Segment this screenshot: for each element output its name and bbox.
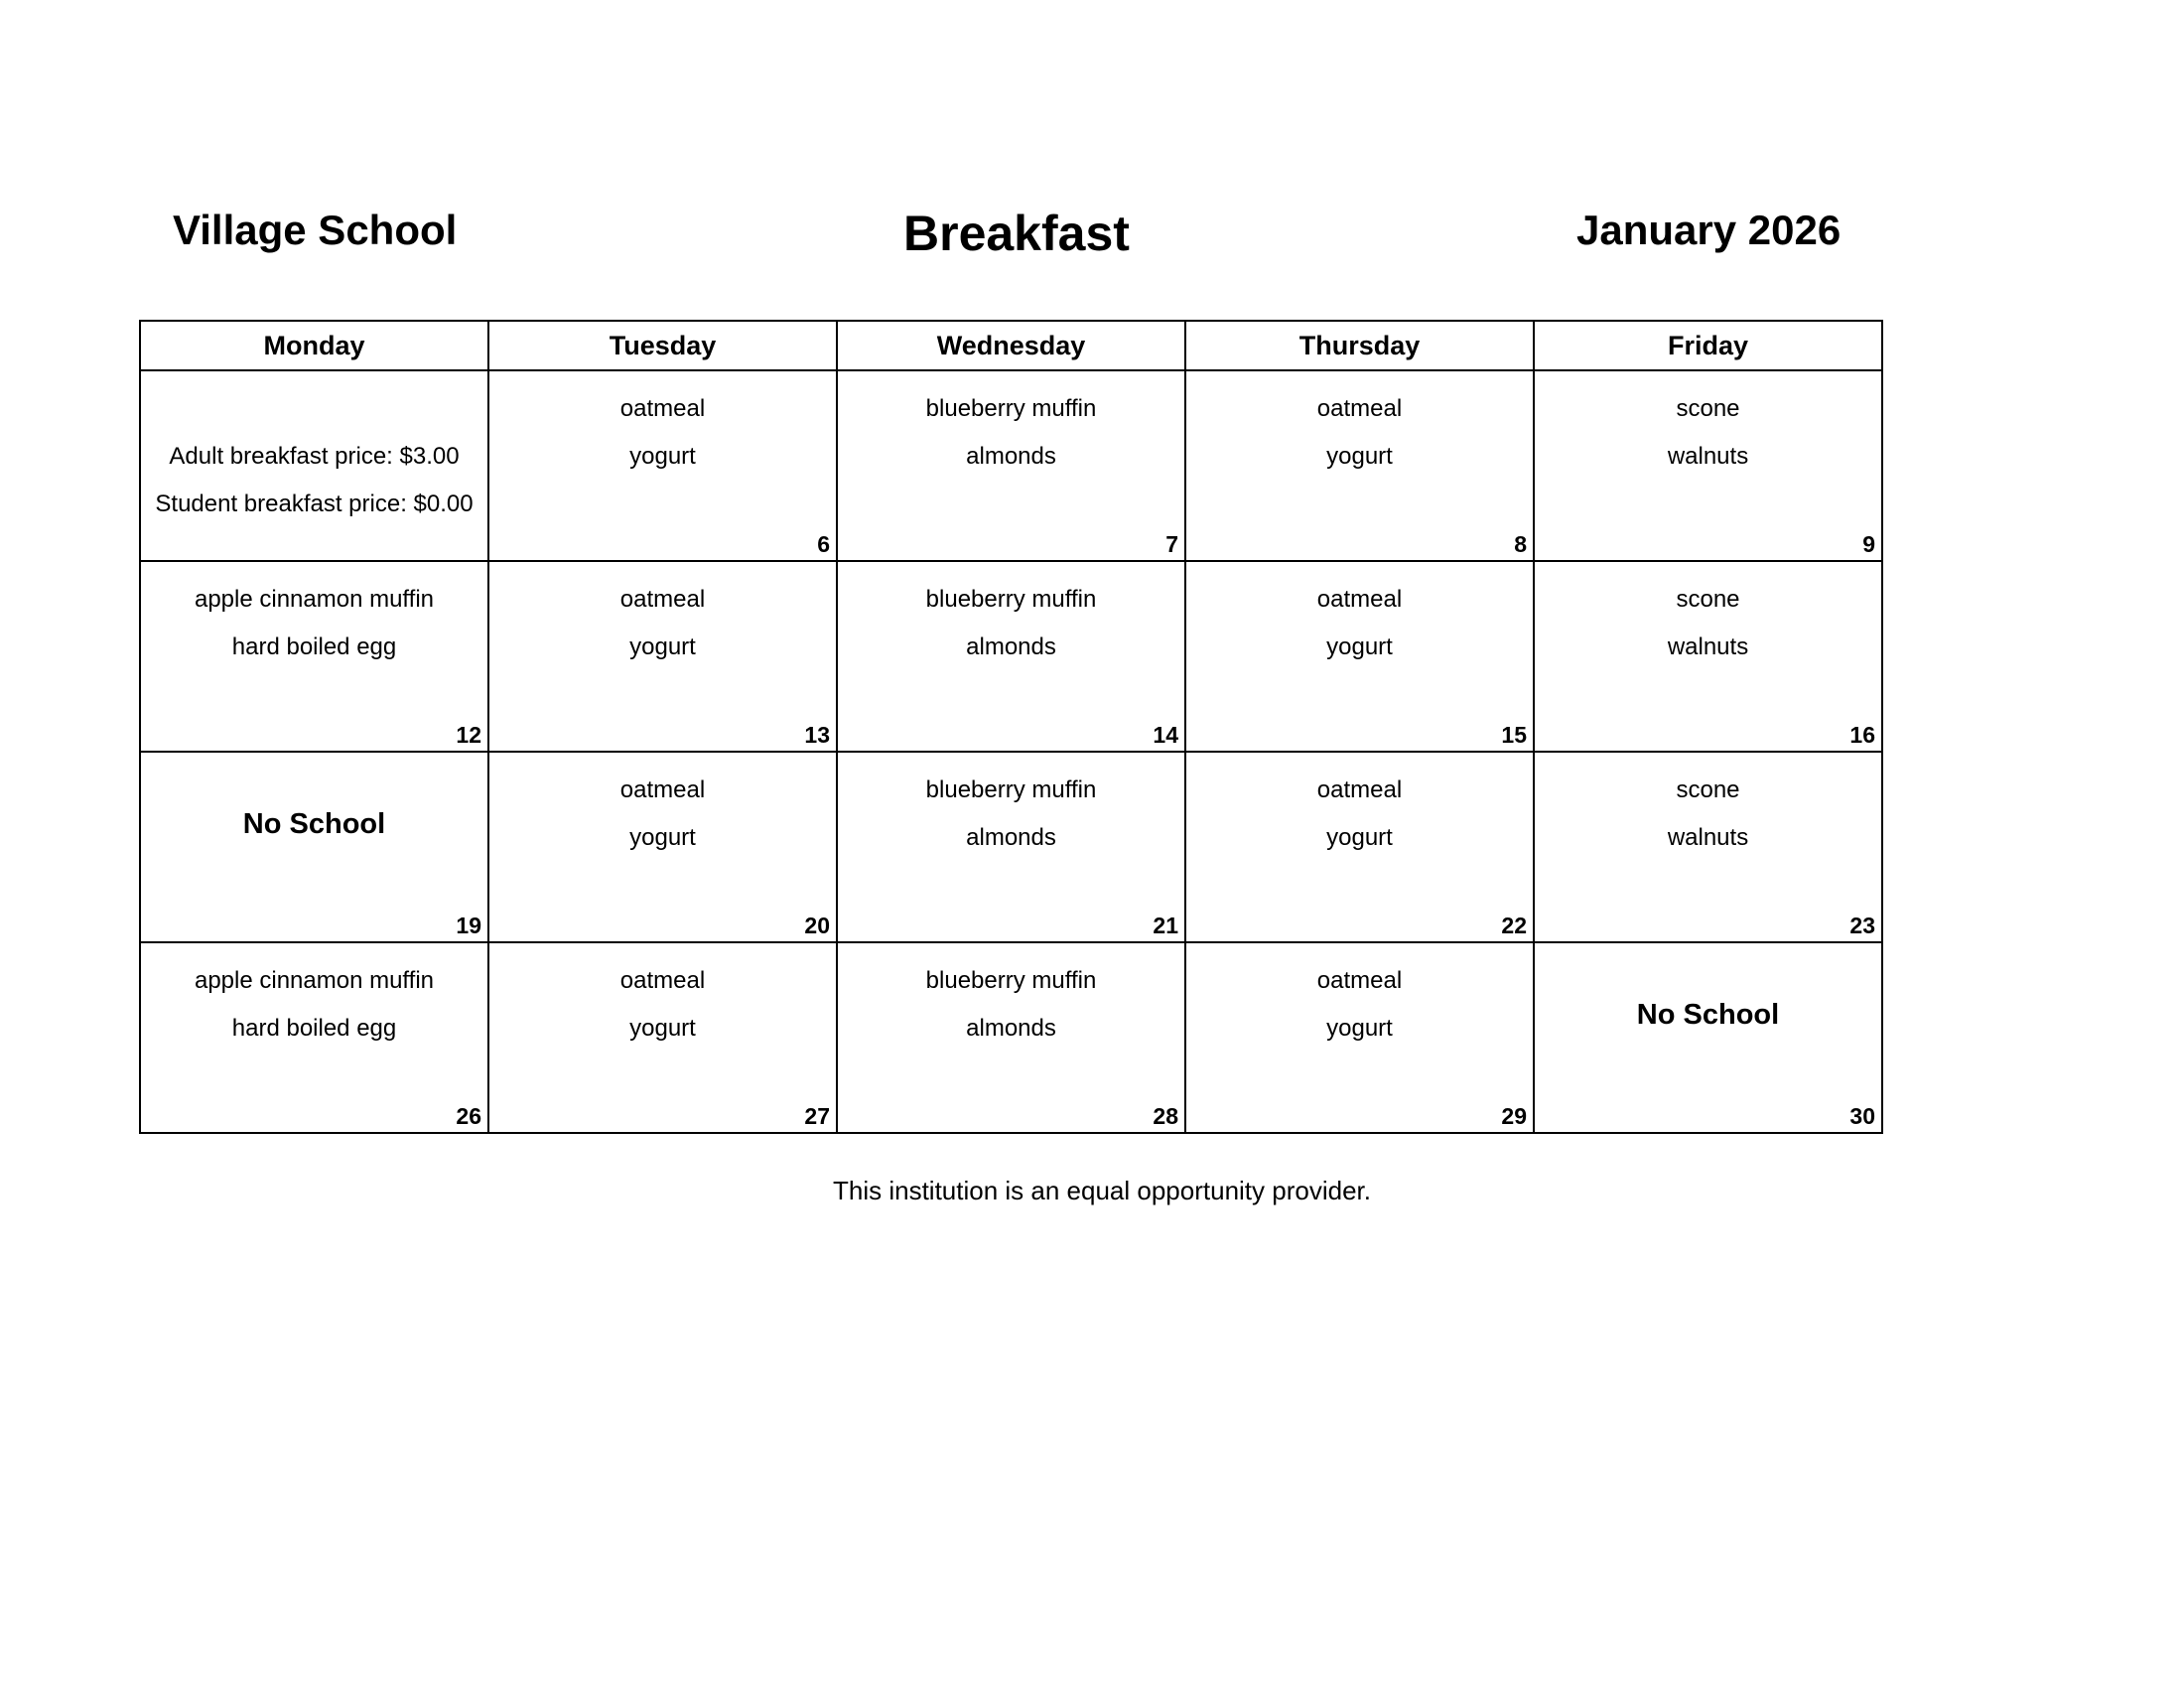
menu-items bbox=[1186, 943, 1533, 1053]
day-cell bbox=[140, 370, 488, 561]
price-line: Adult breakfast price: $3.00 bbox=[169, 443, 460, 470]
weekday-header-row bbox=[140, 321, 1882, 370]
menu-item: oatmeal bbox=[619, 967, 706, 994]
page-title: Breakfast bbox=[903, 206, 1130, 261]
date-number: 21 bbox=[1153, 913, 1178, 938]
date-number: 6 bbox=[817, 531, 830, 557]
menu-item: blueberry muffin bbox=[925, 586, 1097, 613]
day-cell bbox=[488, 942, 837, 1133]
date-number: 22 bbox=[1501, 913, 1527, 938]
date-number: 8 bbox=[1514, 531, 1527, 557]
date-number: 23 bbox=[1849, 913, 1875, 938]
date-number: 15 bbox=[1501, 722, 1527, 748]
menu-items bbox=[838, 371, 1184, 481]
day-cell bbox=[1185, 942, 1534, 1133]
date-number: 30 bbox=[1849, 1103, 1875, 1129]
menu-item: oatmeal bbox=[1316, 586, 1403, 613]
menu-calendar bbox=[139, 320, 1883, 1134]
date-number: 13 bbox=[804, 722, 830, 748]
day-cell bbox=[1185, 561, 1534, 752]
menu-item: oatmeal bbox=[619, 395, 706, 422]
menu-item: oatmeal bbox=[619, 776, 706, 803]
day-cell bbox=[1534, 942, 1882, 1133]
menu-items bbox=[838, 562, 1184, 671]
day-cell bbox=[1534, 370, 1882, 561]
menu-item: almonds bbox=[966, 633, 1056, 660]
menu-items bbox=[1186, 371, 1533, 481]
menu-item: almonds bbox=[966, 1015, 1056, 1042]
day-cell bbox=[140, 942, 488, 1133]
day-cell bbox=[837, 752, 1185, 942]
month-label: January 2026 bbox=[1576, 207, 1842, 253]
menu-item: oatmeal bbox=[619, 586, 706, 613]
menu-items bbox=[489, 943, 836, 1053]
day-cell bbox=[488, 752, 837, 942]
date-number: 7 bbox=[1165, 531, 1178, 557]
week-row bbox=[140, 752, 1882, 942]
menu-items bbox=[1535, 371, 1881, 481]
day-cell bbox=[1534, 561, 1882, 752]
menu-item: hard boiled egg bbox=[231, 1015, 397, 1042]
menu-items bbox=[1186, 562, 1533, 671]
weekday-header: Monday bbox=[140, 321, 488, 370]
menu-item: almonds bbox=[966, 443, 1056, 470]
week-row bbox=[140, 370, 1882, 561]
no-school-label: No School bbox=[242, 808, 386, 840]
menu-item: blueberry muffin bbox=[925, 395, 1097, 422]
menu-item: oatmeal bbox=[1316, 967, 1403, 994]
day-cell bbox=[140, 561, 488, 752]
date-number: 12 bbox=[456, 722, 481, 748]
price-line: Student breakfast price: $0.00 bbox=[155, 491, 474, 517]
menu-item: walnuts bbox=[1667, 443, 1749, 470]
week-row bbox=[140, 561, 1882, 752]
menu-item: blueberry muffin bbox=[925, 776, 1097, 803]
menu-item: yogurt bbox=[629, 824, 696, 851]
day-cell bbox=[837, 942, 1185, 1133]
menu-item: yogurt bbox=[1326, 633, 1393, 660]
date-number: 20 bbox=[804, 913, 830, 938]
menu-item: scone bbox=[1676, 395, 1740, 422]
no-school-label: No School bbox=[1636, 999, 1780, 1031]
menu-items bbox=[489, 753, 836, 862]
date-number: 16 bbox=[1849, 722, 1875, 748]
menu-item: apple cinnamon muffin bbox=[194, 967, 435, 994]
menu-item: oatmeal bbox=[1316, 776, 1403, 803]
weekday-header: Wednesday bbox=[837, 321, 1185, 370]
price-info bbox=[141, 371, 487, 528]
menu-item: yogurt bbox=[1326, 443, 1393, 470]
menu-item: yogurt bbox=[1326, 1015, 1393, 1042]
menu-item: apple cinnamon muffin bbox=[194, 586, 435, 613]
day-cell bbox=[1185, 752, 1534, 942]
menu-item: blueberry muffin bbox=[925, 967, 1097, 994]
weekday-header: Friday bbox=[1534, 321, 1882, 370]
weekday-header: Tuesday bbox=[488, 321, 837, 370]
week-row bbox=[140, 942, 1882, 1133]
day-cell bbox=[837, 370, 1185, 561]
weekday-header: Thursday bbox=[1185, 321, 1534, 370]
day-cell bbox=[488, 370, 837, 561]
day-cell bbox=[1534, 752, 1882, 942]
date-number: 19 bbox=[456, 913, 481, 938]
menu-item: scone bbox=[1676, 586, 1740, 613]
day-cell bbox=[837, 561, 1185, 752]
menu-item: oatmeal bbox=[1316, 395, 1403, 422]
day-cell bbox=[488, 561, 837, 752]
menu-item: almonds bbox=[966, 824, 1056, 851]
menu-items bbox=[489, 371, 836, 481]
menu-items bbox=[1535, 562, 1881, 671]
date-number: 27 bbox=[804, 1103, 830, 1129]
menu-item: yogurt bbox=[629, 1015, 696, 1042]
menu-items bbox=[1186, 753, 1533, 862]
day-cell bbox=[140, 752, 488, 942]
date-number: 28 bbox=[1153, 1103, 1178, 1129]
menu-item: yogurt bbox=[1326, 824, 1393, 851]
menu-items bbox=[838, 943, 1184, 1053]
footer-disclaimer: This institution is an equal opportunity provider. bbox=[833, 1176, 1371, 1205]
menu-items bbox=[489, 562, 836, 671]
menu-item: yogurt bbox=[629, 443, 696, 470]
menu-items bbox=[141, 562, 487, 671]
date-number: 14 bbox=[1153, 722, 1178, 748]
date-number: 29 bbox=[1501, 1103, 1527, 1129]
menu-item: hard boiled egg bbox=[231, 633, 397, 660]
menu-item: scone bbox=[1676, 776, 1740, 803]
date-number: 26 bbox=[456, 1103, 481, 1129]
menu-item: walnuts bbox=[1667, 633, 1749, 660]
menu-item: walnuts bbox=[1667, 824, 1749, 851]
day-cell bbox=[1185, 370, 1534, 561]
date-number: 9 bbox=[1862, 531, 1875, 557]
menu-item: yogurt bbox=[629, 633, 696, 660]
menu-items bbox=[838, 753, 1184, 862]
school-name: Village School bbox=[173, 207, 458, 253]
menu-items bbox=[141, 943, 487, 1053]
menu-items bbox=[1535, 753, 1881, 862]
